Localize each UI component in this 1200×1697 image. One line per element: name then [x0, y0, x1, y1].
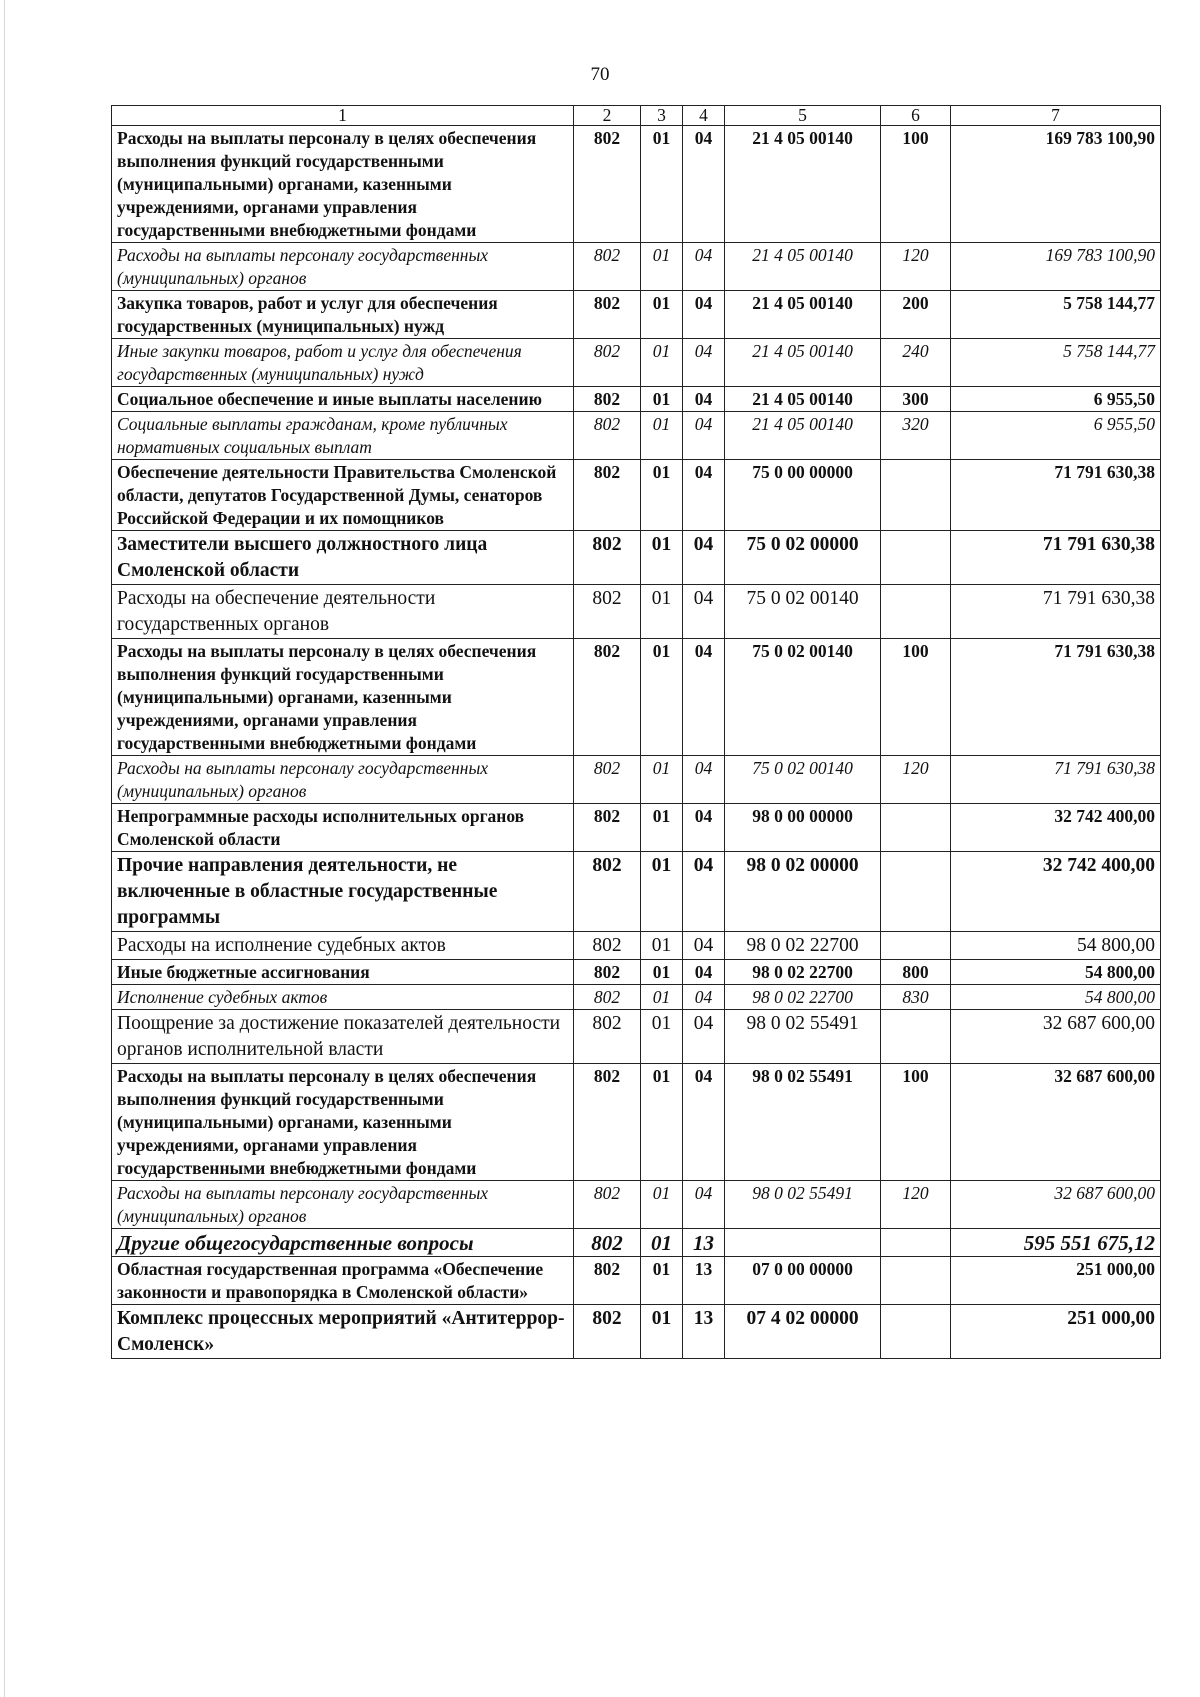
row-section-cell: 01	[641, 291, 683, 339]
row-code-cell: 802	[574, 1229, 641, 1257]
row-amount-cell: 169 783 100,90	[951, 126, 1161, 243]
row-code-cell: 802	[574, 804, 641, 852]
row-code-cell: 802	[574, 531, 641, 585]
table-row	[112, 932, 1161, 960]
scan-edge-line	[4, 0, 5, 1697]
header-cell: 7	[951, 106, 1161, 126]
row-name-cell: Другие общегосударственные вопросы	[112, 1229, 574, 1257]
row-subsection-cell: 04	[683, 387, 725, 412]
row-subsection-cell: 13	[683, 1305, 725, 1359]
row-expense-type-cell: 300	[881, 387, 951, 412]
row-amount-cell: 6 955,50	[951, 387, 1161, 412]
row-amount-cell: 32 687 600,00	[951, 1181, 1161, 1229]
table-row	[112, 639, 1161, 756]
row-target-article-cell: 21 4 05 00140	[725, 243, 881, 291]
row-name-cell: Социальные выплаты гражданам, кроме публичных нормативных социальных выплат	[112, 412, 574, 460]
row-code-cell: 802	[574, 412, 641, 460]
row-target-article-cell: 75 0 00 00000	[725, 460, 881, 531]
row-code-cell: 802	[574, 960, 641, 985]
table-row	[112, 412, 1161, 460]
row-target-article-cell: 75 0 02 00140	[725, 756, 881, 804]
row-amount-cell: 71 791 630,38	[951, 639, 1161, 756]
header-cell: 1	[112, 106, 574, 126]
budget-table	[111, 105, 1161, 1359]
table-row	[112, 1257, 1161, 1305]
row-code-cell: 802	[574, 1181, 641, 1229]
row-target-article-cell: 75 0 02 00140	[725, 585, 881, 639]
row-subsection-cell: 04	[683, 932, 725, 960]
row-name-cell: Непрограммные расходы исполнительных органов Смоленской области	[112, 804, 574, 852]
row-target-article-cell: 98 0 02 55491	[725, 1181, 881, 1229]
row-name-cell: Расходы на выплаты персоналу в целях обеспечения выполнения функций государственными (муниципальными) органами, казенными учреждениями, органами управления государственными внебюджетными фондами	[112, 126, 574, 243]
row-expense-type-cell	[881, 531, 951, 585]
table-row	[112, 126, 1161, 243]
row-section-cell: 01	[641, 1305, 683, 1359]
row-amount-cell: 5 758 144,77	[951, 339, 1161, 387]
row-name-cell: Закупка товаров, работ и услуг для обеспечения государственных (муниципальных) нужд	[112, 291, 574, 339]
row-expense-type-cell	[881, 932, 951, 960]
row-code-cell: 802	[574, 291, 641, 339]
row-expense-type-cell: 100	[881, 639, 951, 756]
row-name-cell: Поощрение за достижение показателей деятельности органов исполнительной власти	[112, 1010, 574, 1064]
row-name-cell: Расходы на выплаты персоналу государственных (муниципальных) органов	[112, 243, 574, 291]
row-section-cell: 01	[641, 932, 683, 960]
row-section-cell: 01	[641, 585, 683, 639]
table-row	[112, 852, 1161, 932]
row-expense-type-cell	[881, 804, 951, 852]
row-expense-type-cell: 800	[881, 960, 951, 985]
row-expense-type-cell: 320	[881, 412, 951, 460]
row-target-article-cell: 21 4 05 00140	[725, 291, 881, 339]
row-code-cell: 802	[574, 985, 641, 1010]
row-subsection-cell: 04	[683, 1064, 725, 1181]
table-row	[112, 1010, 1161, 1064]
row-subsection-cell: 04	[683, 639, 725, 756]
row-name-cell: Областная государственная программа «Обеспечение законности и правопорядка в Смоленской области»	[112, 1257, 574, 1305]
row-code-cell: 802	[574, 852, 641, 932]
row-code-cell: 802	[574, 932, 641, 960]
table-row	[112, 960, 1161, 985]
row-amount-cell: 251 000,00	[951, 1305, 1161, 1359]
row-section-cell: 01	[641, 639, 683, 756]
row-section-cell: 01	[641, 756, 683, 804]
row-expense-type-cell	[881, 1257, 951, 1305]
row-expense-type-cell: 830	[881, 985, 951, 1010]
row-expense-type-cell	[881, 1229, 951, 1257]
row-name-cell: Расходы на исполнение судебных актов	[112, 932, 574, 960]
row-subsection-cell: 04	[683, 1010, 725, 1064]
row-target-article-cell: 21 4 05 00140	[725, 339, 881, 387]
row-amount-cell: 32 687 600,00	[951, 1064, 1161, 1181]
row-section-cell: 01	[641, 1257, 683, 1305]
row-name-cell: Иные бюджетные ассигнования	[112, 960, 574, 985]
row-subsection-cell: 04	[683, 531, 725, 585]
row-target-article-cell: 07 4 02 00000	[725, 1305, 881, 1359]
table-row	[112, 1229, 1161, 1257]
row-target-article-cell	[725, 1229, 881, 1257]
row-target-article-cell: 98 0 02 00000	[725, 852, 881, 932]
row-amount-cell: 5 758 144,77	[951, 291, 1161, 339]
row-subsection-cell: 04	[683, 126, 725, 243]
row-amount-cell: 32 687 600,00	[951, 1010, 1161, 1064]
row-expense-type-cell	[881, 585, 951, 639]
row-section-cell: 01	[641, 412, 683, 460]
table-row	[112, 756, 1161, 804]
row-code-cell: 802	[574, 756, 641, 804]
row-expense-type-cell: 120	[881, 756, 951, 804]
page-number: 70	[590, 64, 610, 85]
row-amount-cell: 32 742 400,00	[951, 852, 1161, 932]
row-amount-cell: 6 955,50	[951, 412, 1161, 460]
row-section-cell: 01	[641, 1010, 683, 1064]
row-amount-cell: 54 800,00	[951, 985, 1161, 1010]
row-name-cell: Комплекс процессных мероприятий «Антитеррор-Смоленск»	[112, 1305, 574, 1359]
row-name-cell: Обеспечение деятельности Правительства Смоленской области, депутатов Государственной Думы, сенаторов Российской Федерации и их помощников	[112, 460, 574, 531]
table-row	[112, 1064, 1161, 1181]
row-section-cell: 01	[641, 852, 683, 932]
row-target-article-cell: 21 4 05 00140	[725, 387, 881, 412]
table-row	[112, 985, 1161, 1010]
row-amount-cell: 595 551 675,12	[951, 1229, 1161, 1257]
row-amount-cell: 71 791 630,38	[951, 756, 1161, 804]
table-row	[112, 339, 1161, 387]
row-amount-cell: 251 000,00	[951, 1257, 1161, 1305]
row-subsection-cell: 04	[683, 756, 725, 804]
row-subsection-cell: 04	[683, 339, 725, 387]
row-code-cell: 802	[574, 1010, 641, 1064]
row-section-cell: 01	[641, 804, 683, 852]
row-name-cell: Прочие направления деятельности, не включенные в областные государственные программы	[112, 852, 574, 932]
row-subsection-cell: 04	[683, 804, 725, 852]
row-name-cell: Социальное обеспечение и иные выплаты населению	[112, 387, 574, 412]
row-section-cell: 01	[641, 1229, 683, 1257]
header-cell: 4	[683, 106, 725, 126]
table-row	[112, 585, 1161, 639]
row-target-article-cell: 98 0 02 55491	[725, 1064, 881, 1181]
header-cell: 2	[574, 106, 641, 126]
row-target-article-cell: 75 0 02 00000	[725, 531, 881, 585]
row-subsection-cell: 13	[683, 1229, 725, 1257]
table-row	[112, 1305, 1161, 1359]
header-cell: 5	[725, 106, 881, 126]
row-name-cell: Расходы на выплаты персоналу государственных (муниципальных) органов	[112, 756, 574, 804]
row-name-cell: Заместители высшего должностного лица Смоленской области	[112, 531, 574, 585]
row-code-cell: 802	[574, 243, 641, 291]
header-cell: 6	[881, 106, 951, 126]
row-subsection-cell: 04	[683, 291, 725, 339]
row-section-cell: 01	[641, 126, 683, 243]
table-row	[112, 291, 1161, 339]
row-section-cell: 01	[641, 1064, 683, 1181]
row-code-cell: 802	[574, 339, 641, 387]
row-target-article-cell: 75 0 02 00140	[725, 639, 881, 756]
row-amount-cell: 71 791 630,38	[951, 460, 1161, 531]
row-section-cell: 01	[641, 1181, 683, 1229]
row-section-cell: 01	[641, 387, 683, 412]
row-subsection-cell: 04	[683, 985, 725, 1010]
row-target-article-cell: 21 4 05 00140	[725, 126, 881, 243]
row-code-cell: 802	[574, 1064, 641, 1181]
row-name-cell: Исполнение судебных актов	[112, 985, 574, 1010]
row-amount-cell: 32 742 400,00	[951, 804, 1161, 852]
row-subsection-cell: 04	[683, 243, 725, 291]
row-code-cell: 802	[574, 585, 641, 639]
row-expense-type-cell	[881, 1010, 951, 1064]
row-amount-cell: 71 791 630,38	[951, 531, 1161, 585]
row-subsection-cell: 04	[683, 1181, 725, 1229]
row-expense-type-cell	[881, 460, 951, 531]
row-section-cell: 01	[641, 339, 683, 387]
row-target-article-cell: 98 0 02 22700	[725, 985, 881, 1010]
row-target-article-cell: 98 0 02 55491	[725, 1010, 881, 1064]
row-subsection-cell: 13	[683, 1257, 725, 1305]
table-header-row	[112, 106, 1161, 126]
row-name-cell: Расходы на выплаты персоналу в целях обеспечения выполнения функций государственными (муниципальными) органами, казенными учреждениями, органами управления государственными внебюджетными фондами	[112, 639, 574, 756]
row-expense-type-cell: 120	[881, 1181, 951, 1229]
table-row	[112, 804, 1161, 852]
row-target-article-cell: 21 4 05 00140	[725, 412, 881, 460]
table-row	[112, 460, 1161, 531]
row-target-article-cell: 98 0 02 22700	[725, 932, 881, 960]
row-code-cell: 802	[574, 639, 641, 756]
row-code-cell: 802	[574, 126, 641, 243]
row-amount-cell: 54 800,00	[951, 960, 1161, 985]
row-target-article-cell: 98 0 02 22700	[725, 960, 881, 985]
row-subsection-cell: 04	[683, 585, 725, 639]
row-subsection-cell: 04	[683, 960, 725, 985]
row-code-cell: 802	[574, 1305, 641, 1359]
row-expense-type-cell: 200	[881, 291, 951, 339]
row-name-cell: Расходы на выплаты персоналу государственных (муниципальных) органов	[112, 1181, 574, 1229]
table-row	[112, 1181, 1161, 1229]
header-cell: 3	[641, 106, 683, 126]
row-target-article-cell: 07 0 00 00000	[725, 1257, 881, 1305]
row-section-cell: 01	[641, 460, 683, 531]
row-section-cell: 01	[641, 531, 683, 585]
table-row	[112, 387, 1161, 412]
table-row	[112, 243, 1161, 291]
row-section-cell: 01	[641, 985, 683, 1010]
row-section-cell: 01	[641, 243, 683, 291]
row-code-cell: 802	[574, 387, 641, 412]
row-target-article-cell: 98 0 00 00000	[725, 804, 881, 852]
row-section-cell: 01	[641, 960, 683, 985]
row-expense-type-cell: 100	[881, 126, 951, 243]
row-amount-cell: 71 791 630,38	[951, 585, 1161, 639]
row-name-cell: Расходы на обеспечение деятельности государственных органов	[112, 585, 574, 639]
row-subsection-cell: 04	[683, 412, 725, 460]
row-code-cell: 802	[574, 1257, 641, 1305]
row-expense-type-cell	[881, 1305, 951, 1359]
row-expense-type-cell: 240	[881, 339, 951, 387]
row-amount-cell: 54 800,00	[951, 932, 1161, 960]
row-code-cell: 802	[574, 460, 641, 531]
row-expense-type-cell: 120	[881, 243, 951, 291]
row-subsection-cell: 04	[683, 852, 725, 932]
row-name-cell: Иные закупки товаров, работ и услуг для обеспечения государственных (муниципальных) нужд	[112, 339, 574, 387]
row-amount-cell: 169 783 100,90	[951, 243, 1161, 291]
row-subsection-cell: 04	[683, 460, 725, 531]
row-expense-type-cell: 100	[881, 1064, 951, 1181]
row-name-cell: Расходы на выплаты персоналу в целях обеспечения выполнения функций государственными (муниципальными) органами, казенными учреждениями, органами управления государственными внебюджетными фондами	[112, 1064, 574, 1181]
table-row	[112, 531, 1161, 585]
row-expense-type-cell	[881, 852, 951, 932]
